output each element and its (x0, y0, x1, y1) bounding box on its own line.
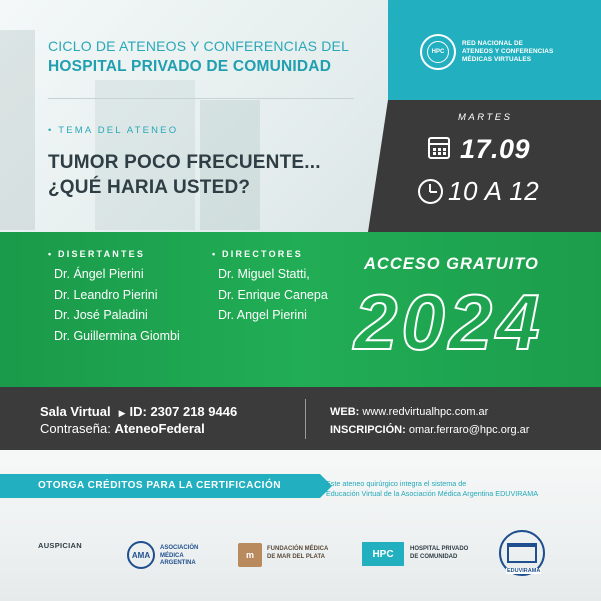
director-name: Dr. Enrique Canepa (218, 287, 328, 302)
hpc-logo-text (410, 546, 468, 561)
header-divider (48, 98, 354, 99)
registration-line (330, 424, 529, 436)
schedule-time: 10 A 12 (448, 176, 540, 206)
schedule-date: 17.09 (460, 134, 531, 164)
credits-label: OTORGA CRÉDITOS PARA LA CERTIFICACIÓN (38, 480, 281, 491)
password-label: Contraseña: (40, 421, 111, 436)
virtual-room (40, 404, 237, 419)
directors-label: • DIRECTORES (212, 249, 303, 259)
certification-info (326, 479, 538, 499)
free-access-label: ACCESO GRATUITO (364, 255, 539, 273)
web-line (330, 406, 488, 418)
topic-label: • TEMA DEL ATENEO (48, 125, 179, 136)
fundacion-logo-text (267, 546, 328, 561)
header-line1: CICLO DE ATENEOS Y CONFERENCIAS DEL (48, 38, 350, 54)
fundacion-text-line: FUNDACIÓN MÉDICA (267, 546, 329, 552)
ama-logo-icon: AMA (127, 541, 155, 569)
speaker-name: Dr. José Paladini (54, 308, 148, 322)
network-logo-line: RED NACIONAL DE (462, 40, 524, 47)
eduvirama-label: EDUVIRAMA (507, 568, 541, 574)
speaker-name: Dr. Leandro Pierini (54, 287, 158, 302)
schedule-day: MARTES (458, 112, 513, 123)
certification-line1: Este ateneo quirúrgico integra el sistema de (326, 479, 467, 488)
network-logo-line: ATENEOS Y CONFERENCIAS (462, 48, 554, 55)
topic-title-line1: TUMOR POCO FRECUENTE... (48, 152, 321, 173)
certification-line2: Educación Virtual de la Asociación Médica Argentina EDUVIRAMA (326, 489, 539, 498)
ama-text-line: ASOCIACIÓN (160, 545, 199, 551)
web-link[interactable]: www.redvirtualhpc.com.ar (362, 406, 489, 418)
network-logo-icon (420, 34, 456, 70)
hpc-text-line: HOSPITAL PRIVADO (410, 546, 469, 552)
registration-email-link[interactable]: omar.ferraro@hpc.org.ar (408, 424, 530, 436)
director-name: Dr. Miguel Statti, (218, 267, 310, 281)
network-logo-mark: HPC (427, 41, 449, 63)
fundacion-logo-icon: m (238, 543, 262, 567)
clock-icon (418, 179, 443, 204)
fundacion-text-line: DE MAR DEL PLATA (267, 553, 325, 560)
password-value: AteneoFederal (114, 421, 205, 436)
speakers-label: • DISERTANTES (48, 249, 146, 259)
bottom-background (0, 450, 601, 601)
calendar-icon (428, 137, 450, 159)
virtual-room-label: Sala Virtual (40, 404, 111, 419)
hpc-text-line: DE COMUNIDAD (410, 553, 458, 560)
eduvirama-building-icon (507, 543, 537, 563)
speaker-name: Dr. Ángel Pierini (54, 267, 144, 281)
ama-text-line: ARGENTINA (160, 560, 196, 566)
background-pillar (0, 30, 35, 230)
year-display: 2024 (354, 278, 544, 366)
ama-logo-text (160, 545, 198, 568)
network-logo-line: MÉDICAS VIRTUALES (462, 56, 532, 63)
ama-text-line: MÉDICA (160, 552, 184, 559)
hpc-logo-icon: HPC (362, 542, 404, 566)
speaker-name: Dr. Guillermina Giombi (54, 328, 180, 343)
topic-title-line2: ¿QUÉ HARIA USTED? (48, 177, 251, 198)
network-logo-text (462, 40, 553, 64)
info-divider (305, 399, 306, 439)
web-label: WEB: (330, 406, 360, 418)
password-line (40, 421, 205, 436)
header-line2: HOSPITAL PRIVADO DE COMUNIDAD (48, 58, 332, 75)
meeting-id: ID: 2307 218 9446 (129, 404, 238, 419)
sponsors-label: AUSPICIAN (38, 541, 82, 550)
directors-list (218, 264, 328, 326)
director-name: Dr. Angel Pierini (218, 308, 307, 322)
play-arrow-icon: ▶ (118, 408, 126, 418)
speakers-list (54, 264, 180, 346)
registration-label: INSCRIPCIÓN: (330, 424, 406, 436)
topic-title (48, 150, 321, 200)
